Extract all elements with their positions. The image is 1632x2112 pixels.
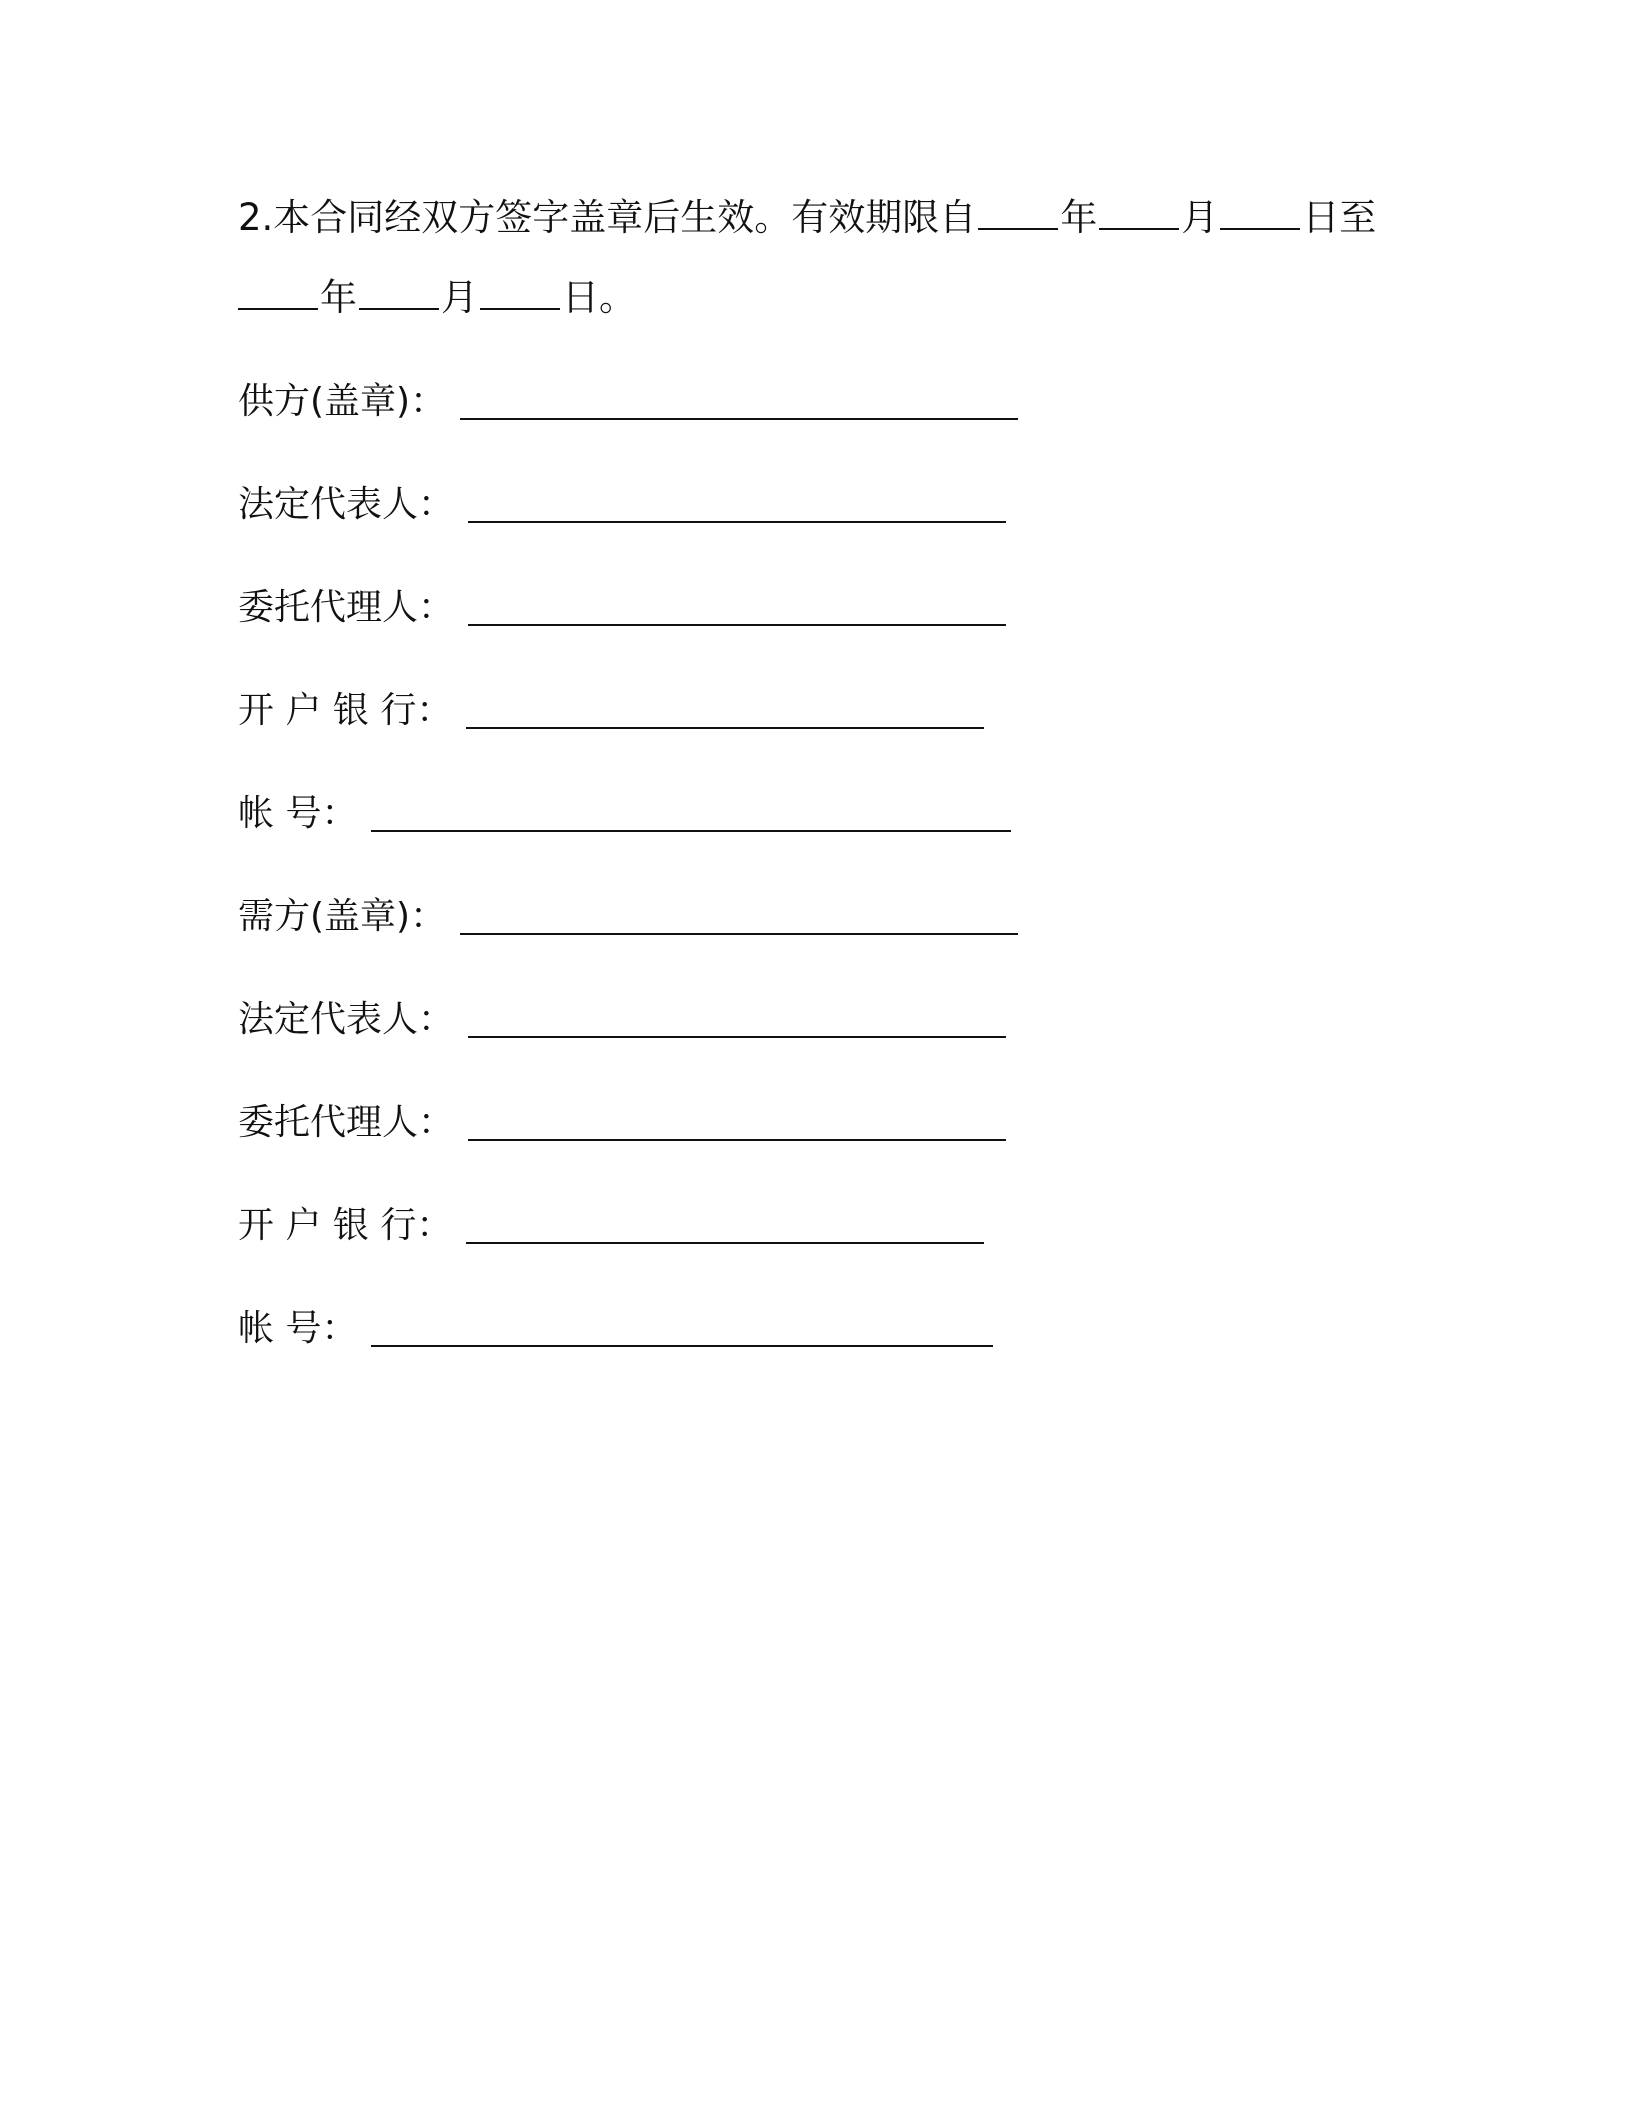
buyer-seal-line[interactable] bbox=[460, 895, 1018, 935]
supplier-seal-field bbox=[238, 374, 1018, 430]
month-label: 月 bbox=[441, 276, 478, 319]
year-label: 年 bbox=[320, 276, 357, 319]
supplier-bank-label: 开 户 银 行： bbox=[238, 690, 453, 731]
validity-clause-line-2 bbox=[238, 258, 636, 338]
buyer-bank-line[interactable] bbox=[466, 1204, 984, 1244]
supplier-seal-line[interactable] bbox=[460, 380, 1018, 420]
buyer-agent-line[interactable] bbox=[468, 1101, 1006, 1141]
buyer-legal-rep-line[interactable] bbox=[468, 998, 1006, 1038]
buyer-agent-field bbox=[238, 1095, 1006, 1151]
supplier-legal-rep-line[interactable] bbox=[468, 483, 1006, 523]
validity-clause-line-1 bbox=[238, 178, 1376, 258]
day-to-label: 日至 bbox=[1302, 196, 1377, 239]
buyer-seal-field bbox=[238, 889, 1018, 945]
day-end-label: 日。 bbox=[562, 276, 636, 319]
supplier-account-label: 帐 号： bbox=[238, 793, 358, 834]
start-year-blank[interactable] bbox=[978, 194, 1058, 230]
supplier-legal-rep-label: 法定代表人： bbox=[238, 484, 455, 525]
buyer-bank-label: 开 户 银 行： bbox=[238, 1205, 453, 1246]
validity-clause-text: 2.本合同经双方签字盖章后生效。有效期限自 bbox=[238, 196, 977, 239]
start-day-blank[interactable] bbox=[1220, 194, 1300, 230]
start-month-blank[interactable] bbox=[1099, 194, 1179, 230]
buyer-bank-field bbox=[238, 1198, 984, 1254]
end-month-blank[interactable] bbox=[359, 274, 439, 310]
supplier-account-line[interactable] bbox=[371, 792, 1011, 832]
buyer-seal-label: 需方(盖章)： bbox=[238, 896, 447, 937]
supplier-agent-label: 委托代理人： bbox=[238, 587, 455, 628]
buyer-account-line[interactable] bbox=[371, 1307, 993, 1347]
year-label: 年 bbox=[1060, 196, 1098, 239]
supplier-agent-line[interactable] bbox=[468, 586, 1006, 626]
supplier-bank-line[interactable] bbox=[466, 689, 984, 729]
supplier-legal-rep-field bbox=[238, 477, 1006, 533]
end-year-blank[interactable] bbox=[238, 274, 318, 310]
buyer-legal-rep-field bbox=[238, 992, 1006, 1048]
buyer-account-label: 帐 号： bbox=[238, 1308, 358, 1349]
buyer-account-field bbox=[238, 1301, 993, 1357]
month-label: 月 bbox=[1181, 196, 1219, 239]
supplier-bank-field bbox=[238, 683, 984, 739]
supplier-agent-field bbox=[238, 580, 1006, 636]
end-day-blank[interactable] bbox=[480, 274, 560, 310]
buyer-legal-rep-label: 法定代表人： bbox=[238, 999, 455, 1040]
supplier-seal-label: 供方(盖章)： bbox=[238, 381, 447, 422]
buyer-agent-label: 委托代理人： bbox=[238, 1102, 455, 1143]
supplier-account-field bbox=[238, 786, 1011, 842]
